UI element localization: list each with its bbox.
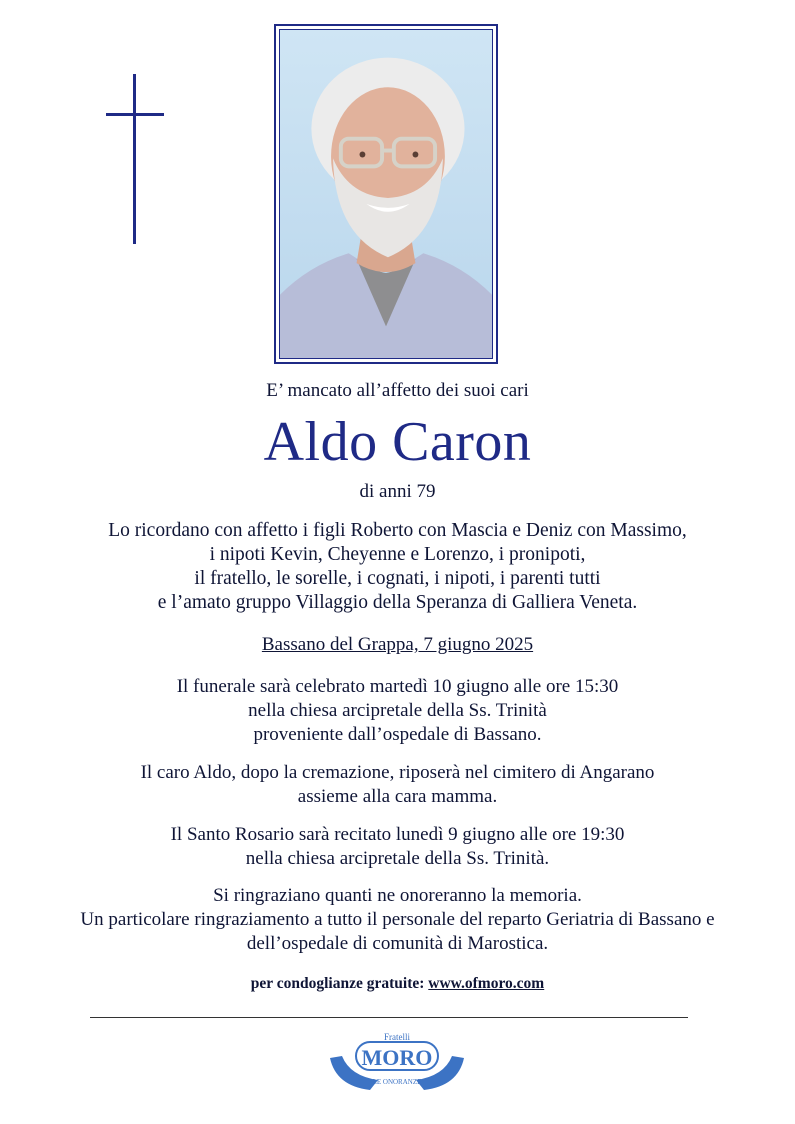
logo-main-text: MORO: [361, 1045, 433, 1070]
funeral-paragraph: [0, 675, 795, 747]
burial-line: assieme alla cara mamma.: [297, 786, 498, 807]
place-date: Bassano del Grappa, 7 giugno 2025: [261, 634, 534, 655]
family-line: Lo ricordano con affetto i figli Roberto con Mascia e Deniz con Massimo,: [108, 520, 687, 541]
rosary-paragraph: [0, 823, 795, 871]
condolences-label: per condoglianze gratuite:: [250, 975, 429, 992]
age-text: di anni 79: [359, 481, 436, 502]
family-line: e l’amato gruppo Villaggio della Speranza di Galliera Veneta.: [157, 592, 638, 613]
latin-cross-icon: [106, 74, 164, 244]
thanks-line: Si ringraziano quanti ne onoreranno la memoria.: [213, 885, 582, 906]
burial-line: Il caro Aldo, dopo la cremazione, riposerà nel cimitero di Angarano: [140, 762, 655, 783]
family-line: i nipoti Kevin, Cheyenne e Lorenzo, i pronipoti,: [209, 544, 586, 565]
thanks-paragraph: [0, 884, 795, 956]
thanks-line: dell’ospedale di comunità di Marostica.: [246, 933, 549, 954]
funeral-line: proveniente dall’ospedale di Bassano.: [253, 724, 542, 745]
deceased-name: Aldo Caron: [263, 411, 532, 473]
family-line: il fratello, le sorelle, i cognati, i nipoti, i parenti tutti: [194, 568, 601, 589]
family-paragraph: [0, 519, 795, 615]
portrait-photo-frame: [274, 24, 498, 364]
funeral-line: Il funerale sarà celebrato martedì 10 giugno alle ore 15:30: [176, 676, 619, 697]
rosary-line: nella chiesa arcipretale della Ss. Trinità.: [245, 848, 550, 869]
divider: [90, 1017, 688, 1018]
portrait-photo: [279, 29, 493, 359]
funeral-line: nella chiesa arcipretale della Ss. Trinità: [248, 700, 547, 721]
logo-bottom-text: LE ONORANZE: [372, 1078, 422, 1086]
rosary-line: Il Santo Rosario sarà recitato lunedì 9 giugno alle ore 19:30: [170, 824, 625, 845]
condolences-link[interactable]: www.ofmoro.com: [428, 975, 545, 992]
condolences-line: [0, 975, 795, 993]
burial-paragraph: [0, 761, 795, 809]
logo-top-text: Fratelli: [384, 1032, 410, 1042]
intro-text: E’ mancato all’affetto dei suoi cari: [266, 380, 529, 401]
thanks-line: Un particolare ringraziamento a tutto il personale del reparto Geriatria di Bassano e: [80, 909, 715, 930]
fratelli-moro-logo: [326, 1028, 468, 1098]
